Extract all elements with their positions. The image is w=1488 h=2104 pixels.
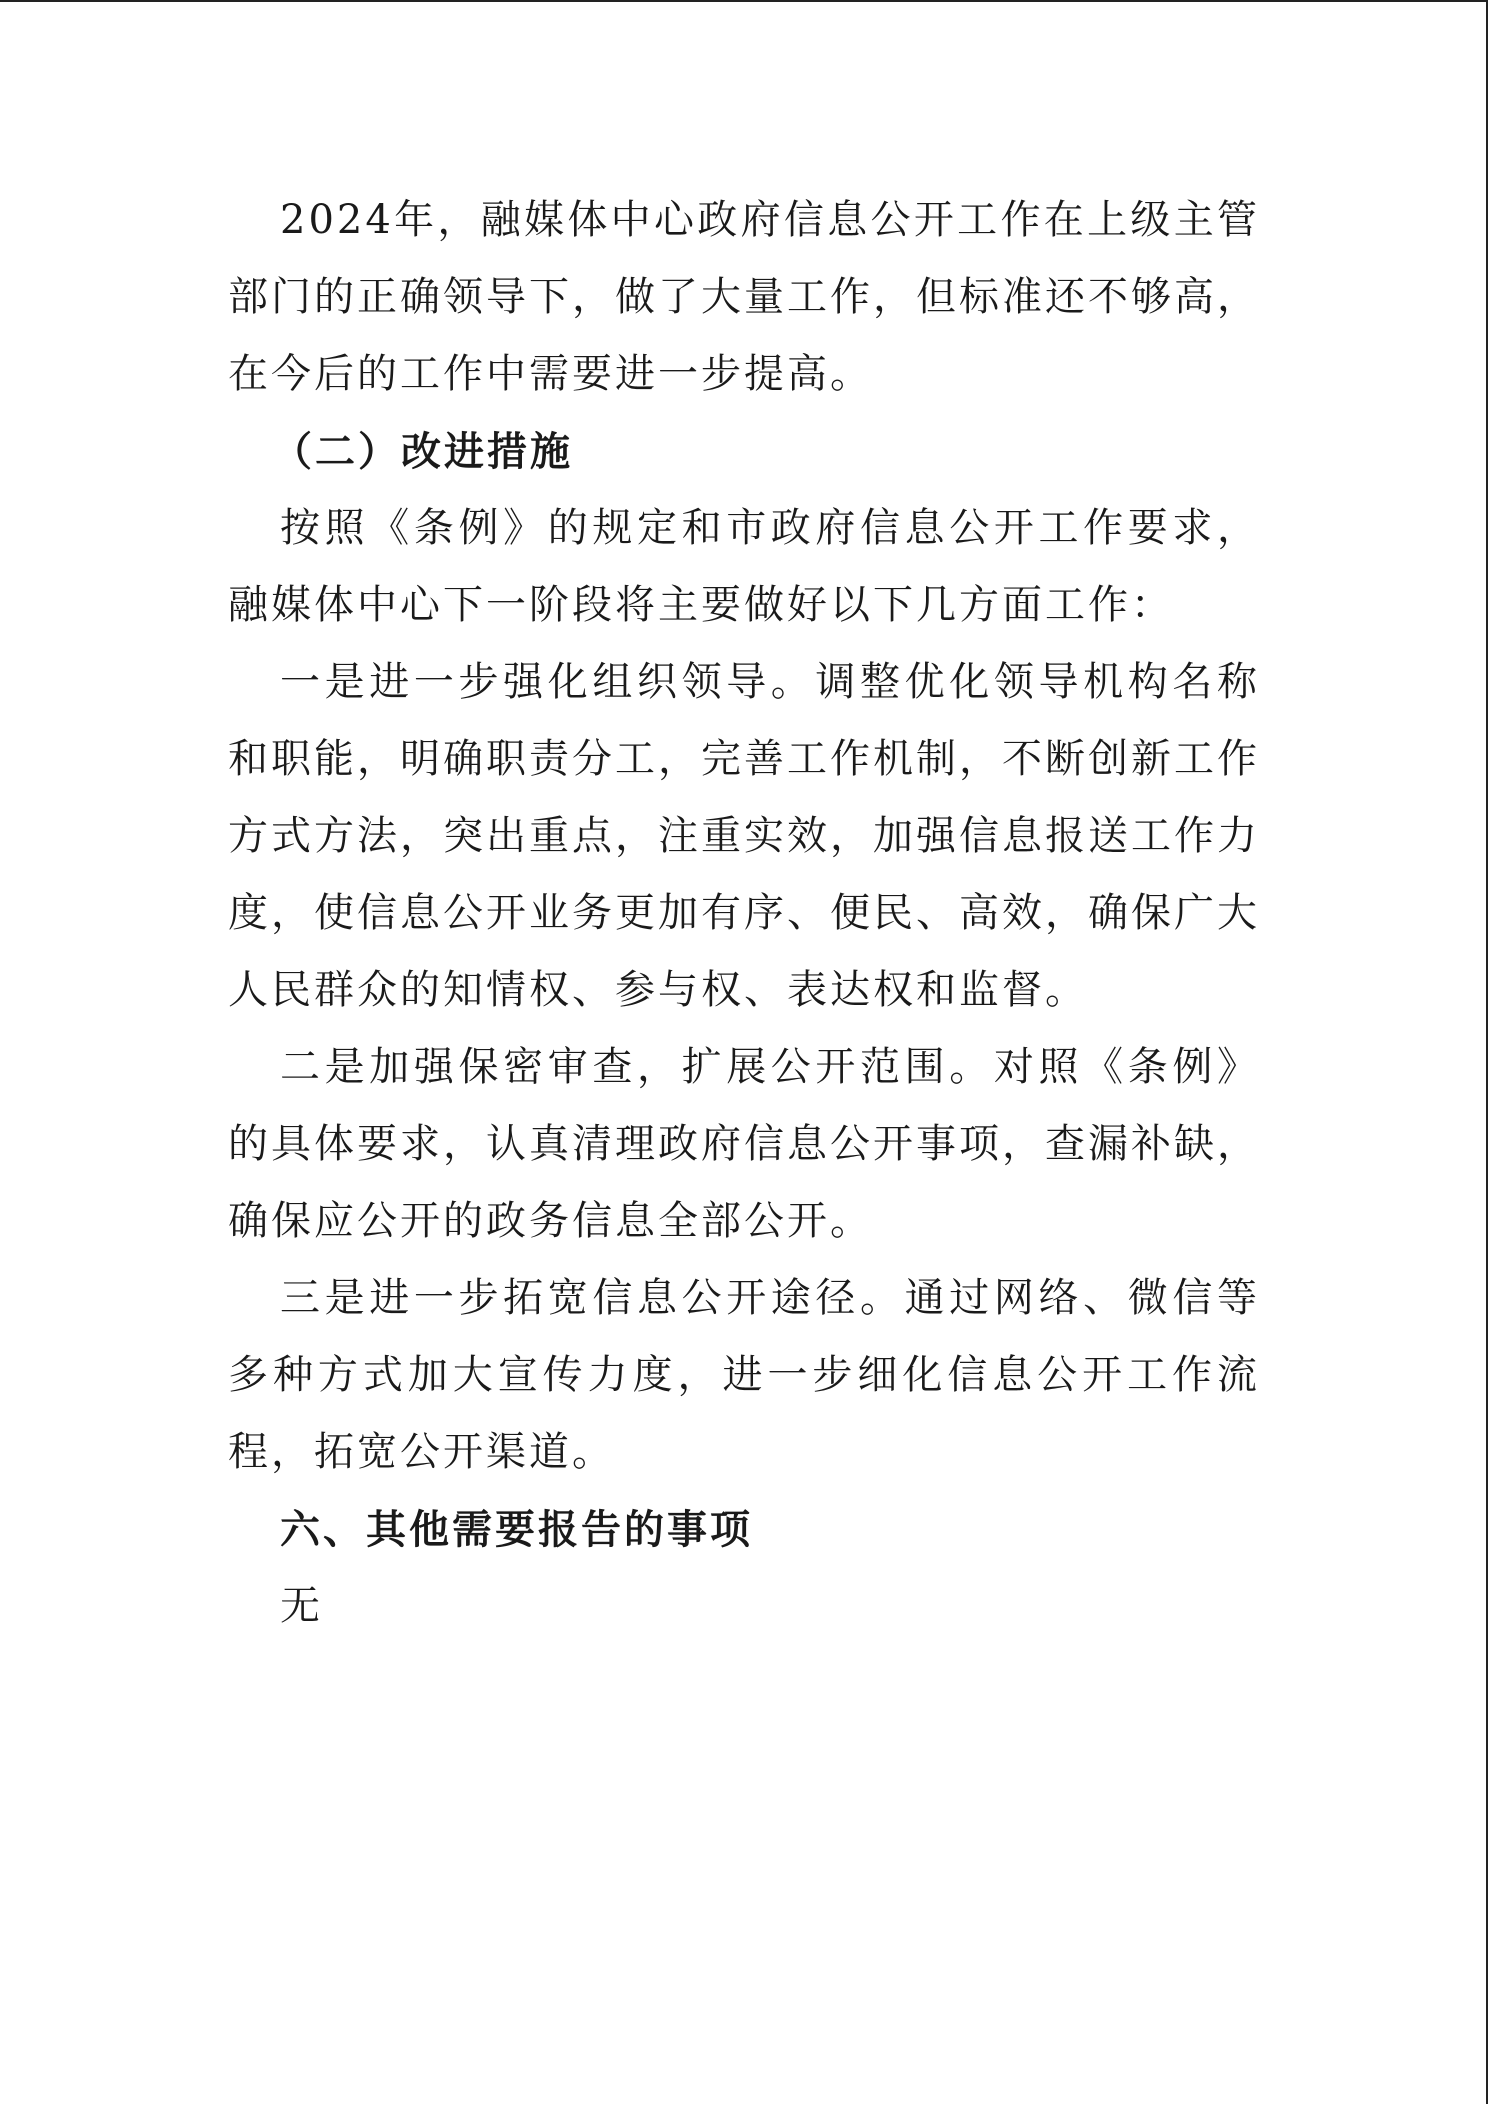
paragraph-summary: 2024年，融媒体中心政府信息公开工作在上级主管部门的正确领导下，做了大量工作，但标准还不够高，在今后的工作中需要进一步提高。: [228, 197, 1260, 397]
section-heading-improvement: （二）改进措施: [272, 428, 573, 475]
document-body: [228, 182, 1260, 1645]
paragraph-intro-measures: 按照《条例》的规定和市政府信息公开工作要求，融媒体中心下一阶段将主要做好以下几方面工作：: [228, 505, 1260, 628]
section-heading-other-matters: 六、其他需要报告的事项: [280, 1506, 753, 1553]
paragraph-measure-1: 一是进一步强化组织领导。调整优化领导机构名称和职能，明确职责分工，完善工作机制，不断创新工作方式方法，突出重点，注重实效，加强信息报送工作力度，使信息公开业务更加有序、便民、高效，确保广大人民群众的知情权、参与权、表达权和监督。: [228, 659, 1260, 1013]
paragraph-measure-3: 三是进一步拓宽信息公开途径。通过网络、微信等多种方式加大宣传力度，进一步细化信息公开工作流程，拓宽公开渠道。: [228, 1275, 1260, 1475]
paragraph-measure-2: 二是加强保密审查，扩展公开范围。对照《条例》的具体要求，认真清理政府信息公开事项，查漏补缺，确保应公开的政务信息全部公开。: [228, 1044, 1260, 1244]
paragraph-none: 无: [280, 1583, 323, 1629]
